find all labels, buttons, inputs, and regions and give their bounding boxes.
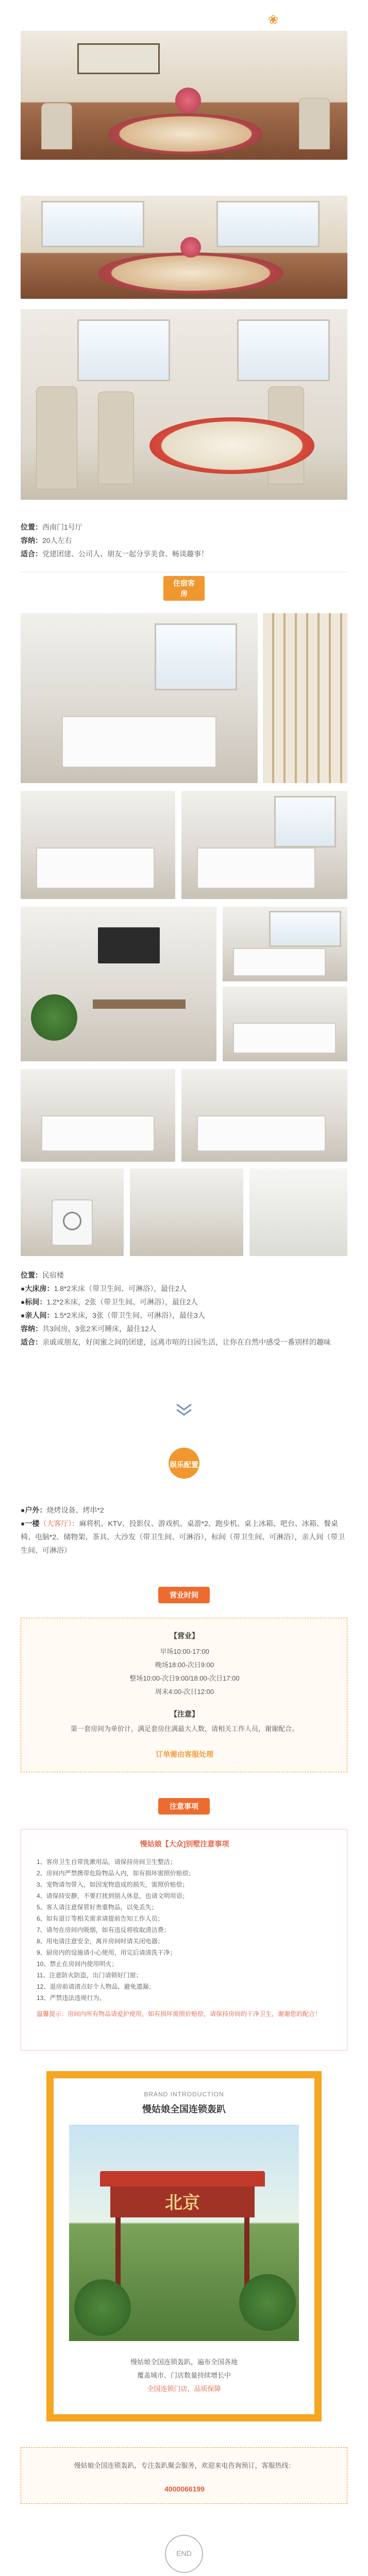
dining-photo-3 (21, 309, 347, 500)
top-brand (268, 9, 361, 30)
end-circle-text: END (176, 2549, 192, 2557)
hours-box (21, 1618, 347, 1772)
bathroom-photo-3 (249, 1168, 347, 1256)
rule-item: 1、客房卫生自带洗漱用品，请保持房间卫生整洁； (37, 1858, 176, 1866)
rule-item: 3、宠物请勿带入，如因宠物造成的损失，需照价赔偿； (37, 1881, 189, 1888)
promo-phone[interactable]: 4000066199 (164, 2485, 205, 2493)
rule-item: 4、请保持安静，不要打扰到别人休息，也请文明用语； (37, 1892, 189, 1900)
rule-item: 11、注意防火防盗，出门请锁好门窗； (37, 1972, 142, 1979)
hours-title: 【营业】 (170, 1632, 199, 1640)
dining-photo-1 (21, 31, 347, 160)
hours-note-title: 【注意】 (170, 1710, 199, 1718)
promo-text: 慢姑娘全国连锁轰趴，专注轰趴聚会服务，欢迎来电咨询预订，客服热线： (74, 2462, 295, 2469)
room-photo-6 (223, 987, 347, 1061)
brand-intro-title: 慢姑娘全国连锁轰趴 (142, 2104, 226, 2114)
rule-item: 10、禁止在房间内使用明火； (37, 1960, 118, 1968)
hours-line-2: 晚场18:00-次日9:00 (155, 1661, 214, 1669)
rules-title: 慢姑娘【大众]别墅注意事项 (140, 1840, 229, 1848)
rule-item: 8、用电请注意安全，离开房间时请关闭电器； (37, 1938, 164, 1945)
brand-photo-sign: 北京 (165, 2193, 200, 2213)
brand-intro-frame (46, 2071, 322, 2421)
promo-box (21, 2447, 347, 2504)
room-divider-photo (263, 613, 347, 783)
rooms-tag: 住宿客房 (163, 576, 205, 601)
hours-line-4: 周末4:00-次日12:00 (155, 1688, 214, 1696)
rules-box (21, 1829, 347, 2050)
brand-intro-p3: 全国连锁门店，品质保障 (147, 2385, 221, 2393)
hours-note: 第一套房间为单价计，满足套房住满最大人数，请相关工作人员，谢谢配合。 (70, 1725, 298, 1733)
hours-tag: 营业时间 (158, 1587, 210, 1603)
rule-item: 2、房间内严禁携带危险物品入内，如有损坏需照价赔偿； (37, 1870, 195, 1877)
rooms-info: 位置：民宿楼 ●大床房：1.8*2米床（带卫生间、可淋浴），最住2人 ●标间：1.2*2米床，2张（带卫生间、可淋浴），最住2人 ●亲人间：1.5*2米床，3张（带卫生间、可淋浴），最住3人 容纳：共3间房，3张2米可睡床，最住12人 适合：亲戚或朋友，好闺蜜之间的团建，远离市喧的日园生活，让你在自然中感受一番别样的趣味 (21, 1271, 331, 1346)
hours-line-1: 早场10:00-17:00 (160, 1648, 209, 1655)
rule-item: 12、退房前请清点好个人物品，避免遗漏； (37, 1983, 155, 1990)
rule-item: 6、如有退订等相关需求请提前告知工作人员； (37, 1915, 164, 1922)
rule-item: 13、严禁违法违规行为。 (37, 1994, 106, 2002)
rule-item: 7、请勿在房间内吸烟，如有违反将收取清洁费； (37, 1926, 170, 1934)
dining-photo-2 (21, 196, 347, 299)
brand-intro-photo (69, 2125, 299, 2341)
end-circle (165, 2535, 203, 2573)
room-photo-8 (181, 1069, 347, 1162)
brand-intro-en: BRAND INTRODUCTION (144, 2091, 224, 2098)
room-photo-4 (21, 907, 216, 1061)
hours-line-3: 整场10:00-次日9:00/18:00-次日17:00 (129, 1674, 240, 1682)
notice-tag: 注意事项 (158, 1798, 210, 1815)
dining-info: 位置：西南门1号厅 容纳：20人左右 适合：党建团建、公司人、朋友一起分享美食、畅谈趣事！ (21, 523, 208, 558)
amenities-info: ●户外：烧烤设备、烤串*2 ●一楼（大客厅）：麻将机、KTV、投影仪、游戏机、桌游*2、跑步机、桌上冰箱、吧台、冰箱、餐桌椅、电脑*2、储物架、茶具、大沙发（带卫生间、可淋浴），标间（带卫生间、可淋浴），亲人间（带卫生间、可淋浴） (21, 1506, 345, 1554)
chevron-down-icon[interactable] (174, 1402, 194, 1418)
rule-item: 9、厨房内的设施请小心使用，用完后请清洗干净； (37, 1949, 176, 1956)
brand-intro-p2: 覆盖城市、门店数量持续增长中 (137, 2371, 231, 2379)
bathroom-photo-2 (130, 1168, 243, 1256)
brand-intro-p1: 慢姑娘全国连锁轰趴，遍布全国各地 (130, 2358, 238, 2366)
room-photo-7 (21, 1069, 175, 1162)
room-photo-2 (21, 791, 175, 899)
rules-footer: 温馨提示：房间内所有物品请爱护使用，如有损坏需照价赔偿，请保持房间的干净卫生，谢谢您的配合！ (37, 2010, 322, 2018)
rules-list (37, 1856, 332, 2004)
room-photo-5 (223, 907, 347, 981)
brand-logo-icon: ❀ (268, 13, 279, 27)
bathroom-photo-1 (21, 1168, 124, 1256)
amenities-tag: 娱乐配置 (170, 1461, 198, 1469)
rule-item: 5、客人请注意保管好贵重物品，以免丢失； (37, 1904, 158, 1911)
room-photo-3 (181, 791, 347, 899)
room-photo-1 (21, 613, 258, 783)
hours-cta[interactable]: 订单需由客服处理 (156, 1750, 213, 1758)
